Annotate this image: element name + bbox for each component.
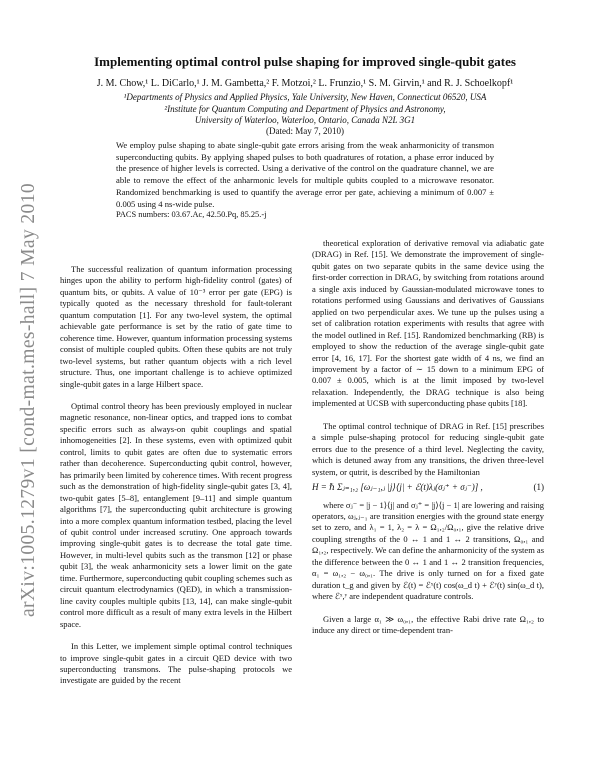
paragraph-intro: The successful realization of quantum information processing hinges upon the ability to perform high-fidelity control (gates) of quantum bits, or qubits. A value of 10⁻³ error per gate (EPG) is typically quoted as the necessary threshold for fault-tolerant quantum computation [1]. For any two-level system, the optimal achievable gate performance is set by the ratio of gate time to coherence time. However, quantum information processing systems consist of multiple coupled qubits. Often these qubits are not truly two-level systems, but rather quantum objects with a rich level structure. Thus, one important challenge is to achieve optimized single-qubit gates in a large Hilbert space.	[60, 264, 292, 389]
author-list: J. M. Chow,¹ L. DiCarlo,¹ J. M. Gambetta,² F. Motzoi,² L. Frunzio,¹ S. M. Girvin,¹ and R. J. Schoelkopf¹	[96, 78, 514, 89]
affiliations	[60, 92, 550, 127]
paragraph-optimal-control: Optimal control theory has been previously employed in nuclear magnetic resonance, non-linear optics, and trapped ions to combat specific errors such as always-on qubit couplings and spatial inhomogeneities [2]. In these systems, even with optimized qubit control, limits to qubit gates are often due to systematic errors rather than decoherence. Superconducting qubit control, however, has primarily been limited by coherence times. With recent progress such as the demonstration of high-fidelity single-qubit gates [3, 4], two-qubit gates [5–8], entanglement [9–11] and simple quantum algorithms [7], the superconducting qubit architecture is growing into a more complex quantum information testbed, placing the level of qubit control under increased scrutiny. One approach towards improving single-qubit gates is to decrease the total gate time. However, in multi-level qubits such as the transmon [12] or phase qubit [3], the weak anharmonicity sets a lower limit on the gate time. Furthermore, superconducting qubit coupling schemes such as circuit quantum electrodynamics (QED), in which a transmission-line cavity couples multiple qubits [13, 14], can make single-qubit control more difficult as a result of many extra levels in the Hilbert space.	[60, 400, 292, 629]
paragraph-rabi: Given a large α₁ ≫ ω₀,₁, the effective Rabi drive rate Ω₁,₂ to induce any direct or time-dependent tran-	[312, 613, 544, 636]
equation-text: H = ℏ Σⱼ₌₁,₂ [ωⱼ₋₁,ⱼ |j⟩⟨j| + ℰ(t)λⱼ(σⱼ⁺ + σⱼ⁻)] ,	[312, 482, 483, 493]
arxiv-id-text: arXiv:1005.1279v1 [cond-mat.mes-hall] 7 May 2010	[18, 182, 39, 618]
affiliation-2: ²Institute for Quantum Computing and Department of Physics and Astronomy,	[164, 103, 446, 114]
date-line: (Dated: May 7, 2010)	[266, 126, 344, 136]
paper-title: Implementing optimal control pulse shaping for improved single-qubit gates	[94, 54, 516, 69]
right-column	[312, 238, 544, 637]
paragraph-drag-technique: The optimal control technique of DRAG in Ref. [15] prescribes a simple pulse-shaping protocol for reducing single-qubit gate errors due to the presence of a third level. Neglecting the cavity, which is detuned away from any transitions, the driven three-level system, or qutrit, is described by the Hamiltonian	[312, 420, 544, 477]
abstract: We employ pulse shaping to abate single-qubit gate errors arising from the weak anharmonicity of transmon superconducting qubits. By applying shaped pulses to both quadratures of rotation, a phase error induced by the presence of higher levels is corrected. Using a derivative of the control on the quadrature channel, we are able to remove the effect of the anharmonic levels for multiple qubits coupled to a microwave resonator. Randomized benchmarking is used to quantify the average error per gate, achieving a minimum of 0.007 ± 0.005 using 4 ns-wide pulse.	[116, 140, 494, 209]
affiliation-1: ¹Departments of Physics and Applied Physics, Yale University, New Haven, Connecticut 06520, USA	[123, 92, 487, 102]
affiliation-2-cont: University of Waterloo, Waterloo, Ontario, Canada N2L 3G1	[194, 115, 416, 125]
arxiv-watermark	[12, 160, 46, 640]
paragraph-drag-intro: theoretical exploration of derivative removal via adiabatic gate (DRAG) in Ref. [15]. We demonstrate the improvement of single-qubit gates on two separate qubits in the same device using the first-order correction in DRAG, by switching from rotations around a single axis induced by Gaussian-modulated microwave tones to rotations performed using Gaussians and derivatives of Gaussians applied on two perpendicular axes. We tune up the pulses using a set of calibration rotation experiments with results that agree with the model outlined in Ref. [15]. Randomized benchmarking (RB) is employed to show the reduction of the average single-qubit gate error [4, 16, 17]. For the shortest gate width of 4 ns, we find an improvement by a factor of ∼ 15 down to a minimum EPG of 0.007 ± 0.005, which is at the limit imposed by two-level relaxation. Independently, the DRAG technique is also being implemented at UCSB with superconducting phase qubits [18].	[312, 238, 544, 409]
pacs-numbers: PACS numbers: 03.67.Ac, 42.50.Pq, 85.25.-j	[116, 210, 267, 219]
equation-number: (1)	[533, 482, 544, 493]
paragraph-operators: where σⱼ⁻ = |j − 1⟩⟨j| and σⱼ⁺ = |j⟩⟨j − 1| are lowering and raising operators, ωⱼ,ⱼ₋₁ are transition energies with the ground state energy set to zero, and λ₁ = 1, λ₂ = λ = Ω₁,₂/Ω₀,₁, give the relative drive coupling strengths of the 0 ↔ 1 and 1 ↔ 2 transitions, Ω₀,₁ and Ω₁,₂, respectively. We can define the anharmonicity of the system as the difference between the 0 ↔ 1 and 1 ↔ 2 transition frequencies, α₁ = ω₁,₂ − ω₀,₁. The drive is only turned on for a fixed gate duration t_g and given by ℰ(t) = ℰˣ(t) cos(ω_d t) + ℰʸ(t) sin(ω_d t), where ℰˣ,ʸ are independent quadrature controls.	[312, 499, 545, 602]
paragraph-this-letter: In this Letter, we implement simple optimal control techniques to improve single-qubit gates in a circuit QED device with two superconducting transmons. The pulse-shaping protocols we investigate are guided by the recent	[60, 641, 292, 686]
left-column	[60, 264, 292, 687]
equation-hamiltonian	[312, 482, 544, 493]
